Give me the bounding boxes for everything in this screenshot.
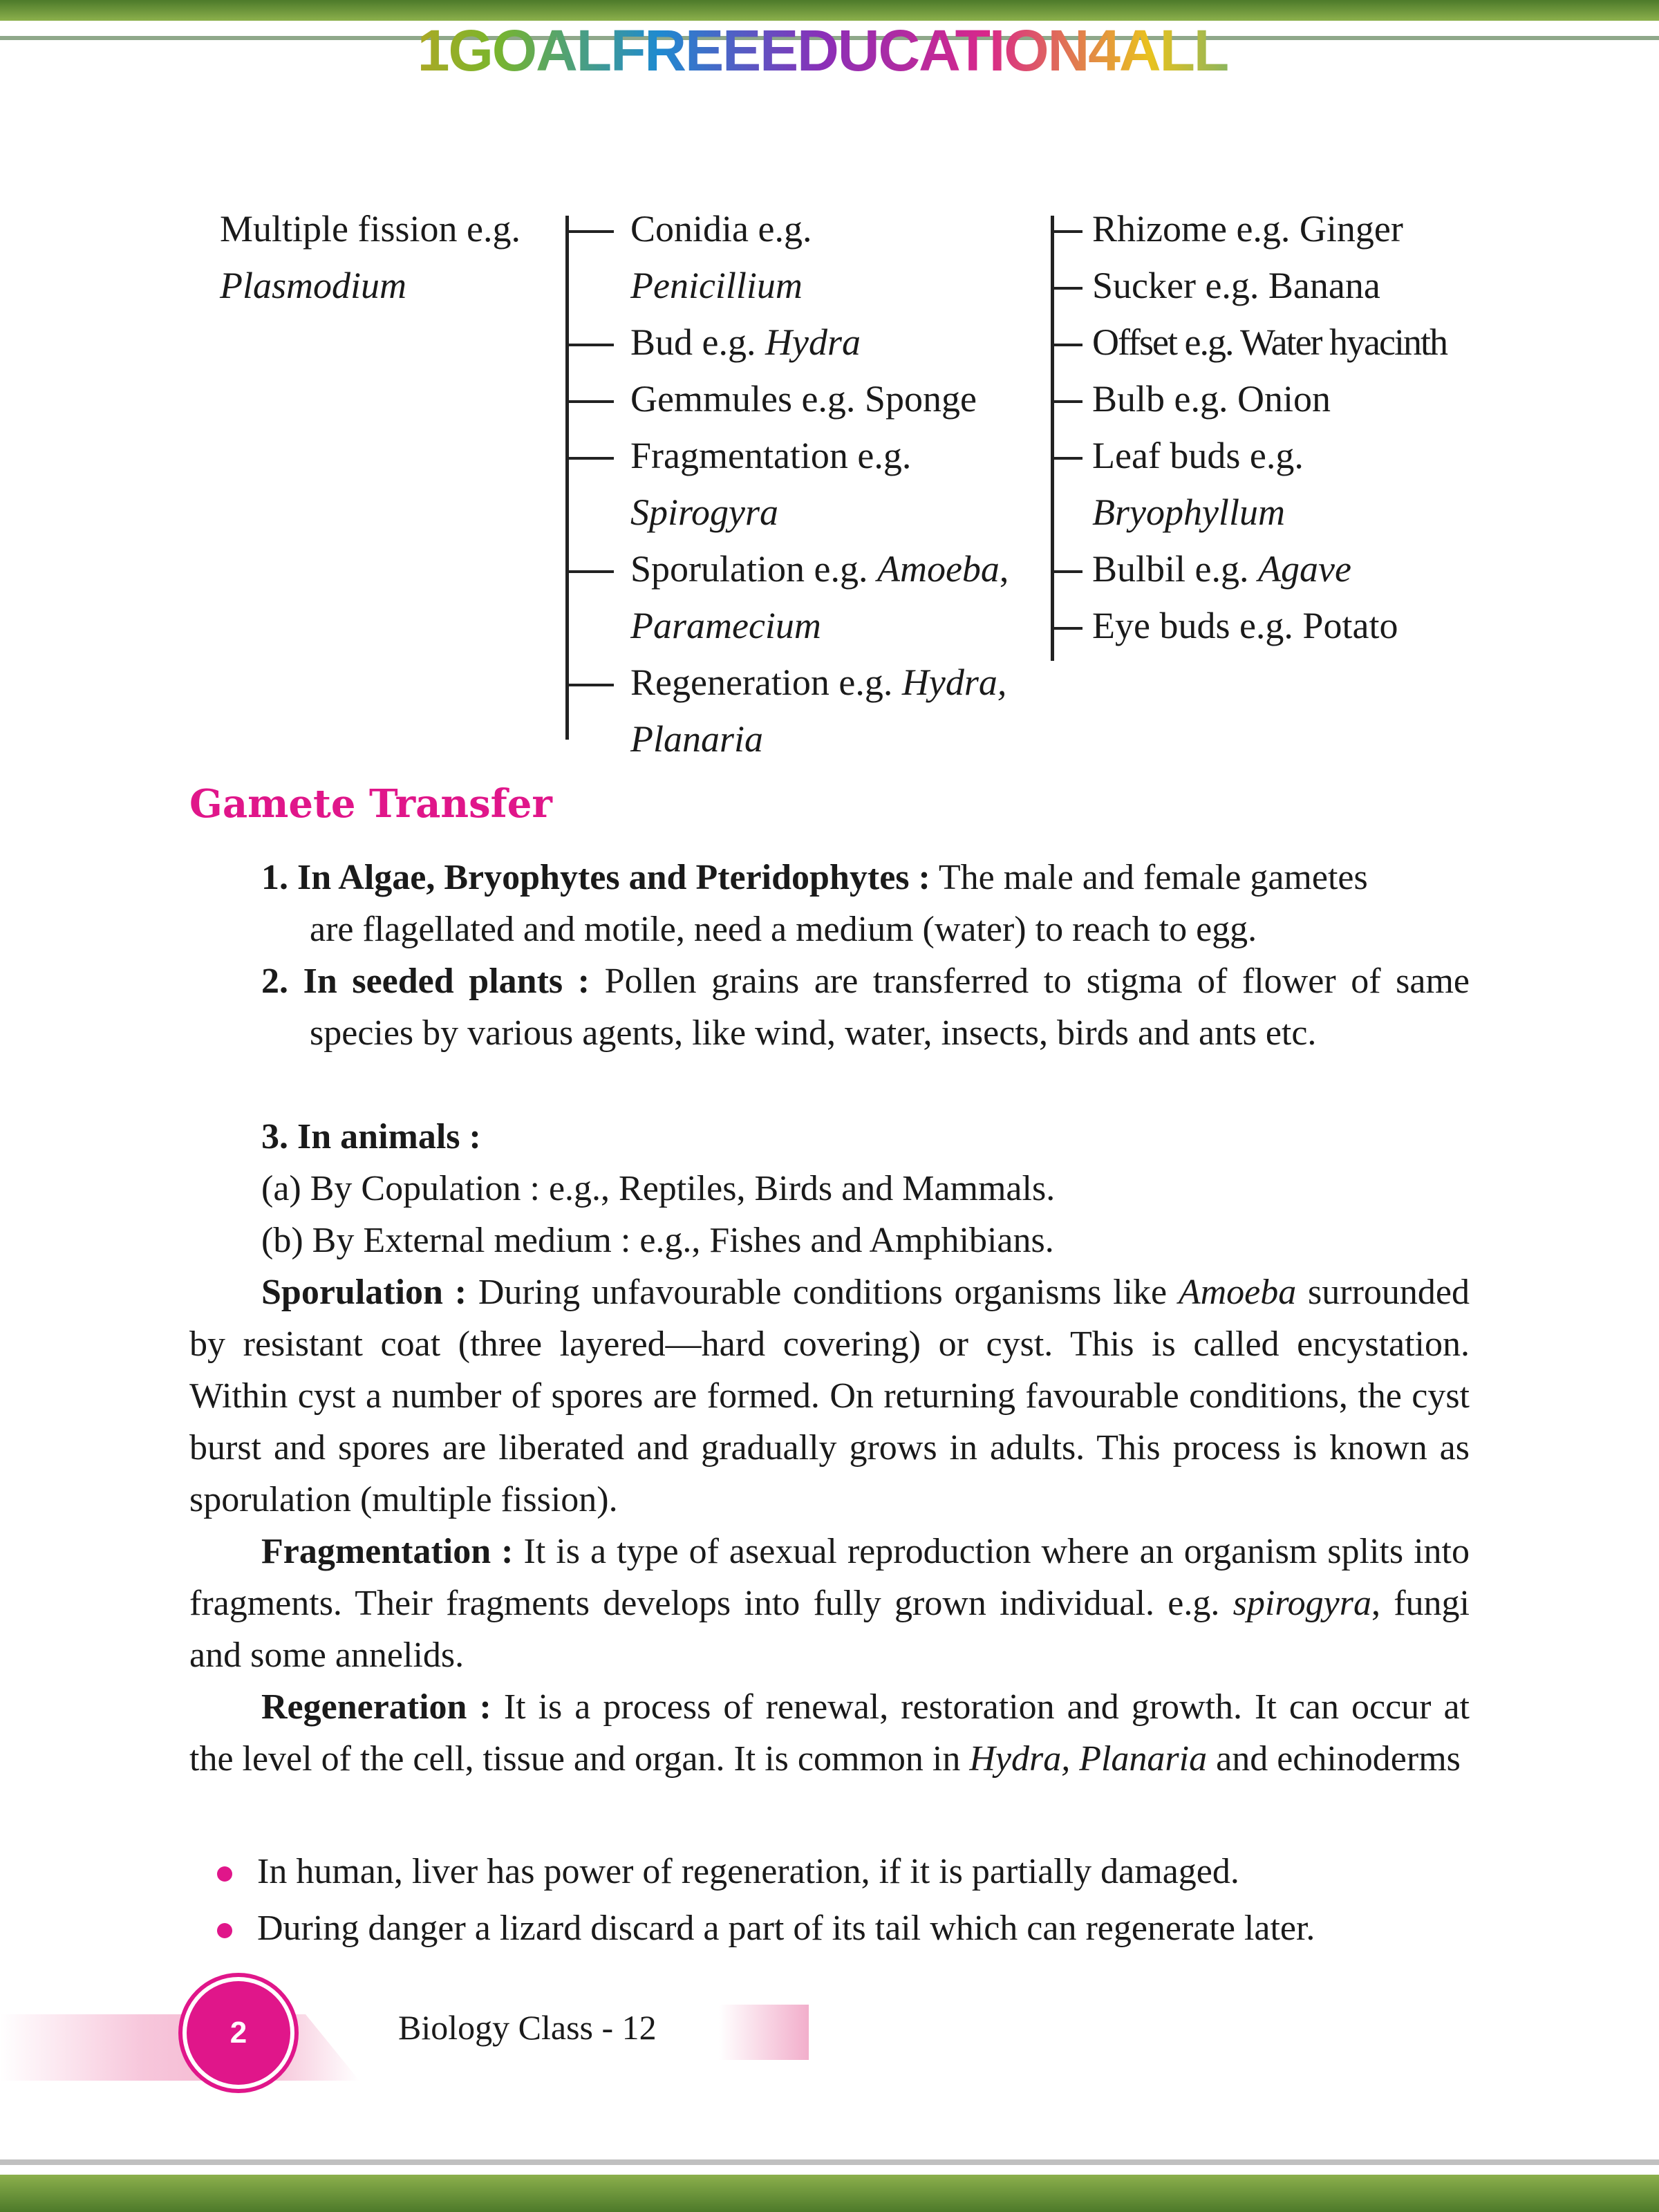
label: Sporulation : (261, 1273, 467, 1312)
tick (1051, 457, 1082, 460)
tick (1051, 570, 1082, 573)
label: 2. In seeded plants : (261, 962, 590, 1001)
text: Bud e.g. (630, 321, 765, 363)
right-bracket (1051, 216, 1054, 661)
text: surrounded by resistant coat (three layered—hard covering) or cyst. This is called encystation. Within cyst a number of spores are formed. On returning favourable conditions, the cyst burst and spores are liberated and gradually grows in adults. This process is known as sporulation (multiple fission). (189, 1273, 1470, 1519)
tree-item-penicillium: Penicillium (630, 265, 803, 306)
tree-item-gemmules: Gemmules e.g. Sponge (630, 378, 977, 420)
text: It is a process of renewal, restoration and growth. It can occur at the level of the cell, tissue and organ. It is common in (189, 1687, 1470, 1779)
text: Amoeba (1178, 1273, 1297, 1312)
tick (1051, 400, 1082, 403)
gamete-point-1-cont: are flagellated and motile, need a medium (water) to reach to egg. (310, 910, 1257, 949)
text: Sporulation e.g. (630, 548, 877, 590)
tick (565, 230, 614, 233)
tick (1051, 627, 1082, 630)
bullet-item: In human, liver has power of regeneration, if it is partially damaged. (257, 1852, 1239, 1891)
text: spirogyra (1232, 1584, 1371, 1623)
tick (565, 684, 614, 686)
gamete-point-2 (261, 955, 1470, 1059)
label: 1. In Algae, Bryophytes and Pteridophytes : (261, 858, 930, 897)
bottom-rule (0, 2159, 1659, 2165)
tree-item-rhizome: Rhizome e.g. Ginger (1092, 208, 1403, 250)
tree-left-line1: Multiple fission e.g. (220, 208, 521, 250)
tree-item-bryophyllum: Bryophyllum (1092, 491, 1285, 533)
tick (565, 344, 614, 346)
bullet-dot (217, 1923, 232, 1938)
text: Agave (1258, 548, 1351, 590)
text: Regeneration e.g. (630, 662, 902, 703)
gamete-point-3a: (a) By Copulation : e.g., Reptiles, Birds and Mammals. (261, 1169, 1056, 1208)
text: It is a type of asexual reproduction where an organism splits into fragments. Their fragments develops into fully grown individual. e.g. (189, 1532, 1470, 1623)
site-watermark: 1GOALFREEEDUCATION4ALL (332, 19, 1313, 82)
tree-item-bud (630, 314, 861, 371)
bullet-item: During danger a lizard discard a part of its tail which can regenerate later. (257, 1909, 1315, 1948)
tree-item-fragmentation: Fragmentation e.g. (630, 435, 912, 476)
gamete-point-3: 3. In animals : (261, 1117, 481, 1156)
tree-item-bulb: Bulb e.g. Onion (1092, 378, 1331, 420)
text: , fungi and some annelids. (189, 1584, 1470, 1675)
footer-decoration (719, 2005, 809, 2060)
text: and echinoderms (1207, 1739, 1461, 1779)
tree-item-offset: Offset e.g. Water hyacinth (1092, 321, 1447, 363)
section-heading: Gamete Transfer (189, 781, 552, 827)
tree-item-bulbil (1092, 541, 1351, 597)
tree-item-spirogyra: Spirogyra (630, 491, 778, 533)
tree-item-planaria: Planaria (630, 718, 764, 760)
text: Hydra, Planaria (969, 1739, 1208, 1779)
tree-item-sporulation (630, 541, 1009, 597)
tick (1051, 344, 1082, 346)
tree-left-line2: Plasmodium (220, 265, 406, 306)
tick (565, 457, 614, 460)
tree-item-conidia: Conidia e.g. (630, 208, 812, 250)
text: Bulbil e.g. (1092, 548, 1258, 590)
tree-item-eye-buds: Eye buds e.g. Potato (1092, 605, 1398, 646)
text: Hydra, (901, 662, 1007, 703)
regeneration-paragraph (189, 1681, 1470, 1785)
label: Fragmentation : (261, 1532, 514, 1571)
text: During unfavourable conditions organisms like (467, 1273, 1179, 1312)
tick (565, 400, 614, 403)
text: , (999, 548, 1009, 590)
footer-title: Biology Class - 12 (398, 2008, 657, 2047)
middle-bracket (565, 216, 569, 740)
tick (1051, 230, 1082, 233)
footer-decoration (0, 1998, 359, 2081)
tick (565, 570, 614, 573)
gamete-point-3b: (b) By External medium : e.g., Fishes and Amphibians. (261, 1221, 1054, 1260)
text: Amoeba (877, 548, 1000, 590)
fragmentation-paragraph (189, 1526, 1470, 1681)
gamete-point-1 (261, 852, 1470, 903)
text: Hydra (765, 321, 861, 363)
page-number-badge (187, 1981, 290, 2085)
bottom-border (0, 2175, 1659, 2212)
sporulation-paragraph (189, 1266, 1470, 1526)
tree-item-paramecium: Paramecium (630, 605, 821, 646)
label: Regeneration : (261, 1687, 491, 1727)
tree-item-sucker: Sucker e.g. Banana (1092, 265, 1380, 306)
tree-item-regeneration (630, 654, 1006, 711)
tree-item-leaf-buds: Leaf buds e.g. (1092, 435, 1304, 476)
bullet-dot (217, 1866, 232, 1882)
text: Pollen grains are transferred to stigma of flower of same species by various agents, like wind, water, insects, birds and ants etc. (310, 962, 1470, 1053)
page-number: 2 (229, 2016, 247, 2050)
text: The male and female gametes (930, 858, 1368, 897)
tick (1051, 287, 1082, 290)
